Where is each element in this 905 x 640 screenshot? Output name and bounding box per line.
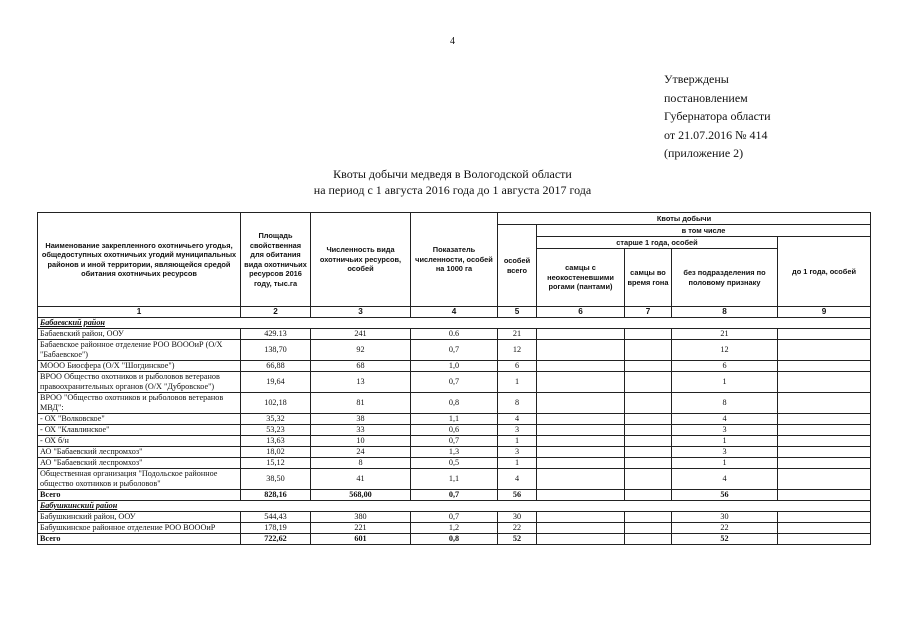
- table-row: [38, 361, 871, 372]
- total-label: Всего: [38, 490, 241, 501]
- column-number: 1: [38, 307, 241, 318]
- cell-q5: 3: [498, 447, 537, 458]
- total-pop: 568,00: [311, 490, 411, 501]
- cell-area: 35,32: [241, 414, 311, 425]
- cell-name: Бабушкинский район, ООУ: [38, 512, 241, 523]
- section-header-row: [38, 318, 871, 329]
- total-empty: [778, 534, 871, 545]
- page-number: 4: [450, 36, 455, 47]
- cell-name: Бабушкинское районное отделение РОО ВОООиР: [38, 523, 241, 534]
- section-header-row: [38, 501, 871, 512]
- total-q8: 56: [672, 490, 778, 501]
- column-number: 2: [241, 307, 311, 318]
- column-number: 4: [411, 307, 498, 318]
- cell-q8: 1: [672, 436, 778, 447]
- cell-q6: [537, 436, 625, 447]
- cell-density: 1,3: [411, 447, 498, 458]
- total-row: [38, 490, 871, 501]
- cell-q9: [778, 512, 871, 523]
- cell-pop: 10: [311, 436, 411, 447]
- approval-line: от 21.07.2016 № 414: [664, 127, 768, 142]
- column-number: 5: [498, 307, 537, 318]
- section-name: Бабушкинский район: [38, 501, 871, 512]
- approval-line: Утверждены: [664, 72, 729, 86]
- table-row: [38, 425, 871, 436]
- cell-q8: 3: [672, 425, 778, 436]
- cell-q6: [537, 512, 625, 523]
- cell-area: 178,19: [241, 523, 311, 534]
- total-q5: 56: [498, 490, 537, 501]
- cell-q7: [625, 523, 672, 534]
- cell-q5: 30: [498, 512, 537, 523]
- cell-q9: [778, 447, 871, 458]
- header-young: до 1 года, особей: [778, 237, 871, 307]
- approval-line: (приложение 2): [664, 146, 744, 160]
- cell-density: 0,7: [411, 340, 498, 361]
- cell-q8: 1: [672, 372, 778, 393]
- cell-q5: 12: [498, 340, 537, 361]
- cell-q9: [778, 340, 871, 361]
- cell-q6: [537, 469, 625, 490]
- cell-q6: [537, 414, 625, 425]
- cell-q5: 22: [498, 523, 537, 534]
- header-area: Площадь свойственная для обитания вида охотничьих ресурсов 2016 году, тыс.га: [241, 213, 311, 307]
- cell-q6: [537, 425, 625, 436]
- header-rut: самцы во время гона: [625, 249, 672, 307]
- table-row: [38, 523, 871, 534]
- cell-q9: [778, 372, 871, 393]
- total-empty: [537, 490, 625, 501]
- cell-area: 18,02: [241, 447, 311, 458]
- total-empty: [625, 534, 672, 545]
- cell-q5: 1: [498, 372, 537, 393]
- total-area: 828,16: [241, 490, 311, 501]
- cell-name: АО "Бабаевский леспромхоз": [38, 458, 241, 469]
- cell-name: Общественная организация "Подольское районное общество охотников и рыболовов": [38, 469, 241, 490]
- cell-q6: [537, 329, 625, 340]
- cell-q9: [778, 458, 871, 469]
- cell-pop: 8: [311, 458, 411, 469]
- column-number: 3: [311, 307, 411, 318]
- cell-area: 66,88: [241, 361, 311, 372]
- cell-q6: [537, 458, 625, 469]
- cell-q7: [625, 414, 672, 425]
- cell-pop: 24: [311, 447, 411, 458]
- cell-q6: [537, 372, 625, 393]
- cell-pop: 13: [311, 372, 411, 393]
- approval-line: Губернатора области: [664, 109, 771, 123]
- cell-q7: [625, 436, 672, 447]
- cell-q6: [537, 340, 625, 361]
- table-body: [38, 307, 871, 545]
- cell-q8: 12: [672, 340, 778, 361]
- cell-q6: [537, 447, 625, 458]
- document-title: [0, 166, 905, 198]
- cell-density: 0,8: [411, 393, 498, 414]
- cell-q7: [625, 447, 672, 458]
- header-including: в том числе: [537, 225, 871, 237]
- cell-q8: 4: [672, 469, 778, 490]
- cell-q9: [778, 414, 871, 425]
- approval-line: постановлением: [664, 90, 748, 105]
- cell-q6: [537, 523, 625, 534]
- cell-q5: 4: [498, 469, 537, 490]
- header-total: особей всего: [498, 225, 537, 307]
- cell-name: Бабаевское районное отделение РОО ВОООиР (О/Х "Бабаевское"): [38, 340, 241, 361]
- cell-q8: 4: [672, 414, 778, 425]
- cell-q5: 4: [498, 414, 537, 425]
- quota-table: [37, 212, 871, 545]
- total-q8: 52: [672, 534, 778, 545]
- header-quotas: Квоты добычи: [498, 213, 871, 225]
- table-row: [38, 329, 871, 340]
- cell-density: 1,0: [411, 361, 498, 372]
- cell-pop: 81: [311, 393, 411, 414]
- cell-q9: [778, 523, 871, 534]
- cell-area: 102,18: [241, 393, 311, 414]
- cell-q9: [778, 329, 871, 340]
- cell-density: 0,5: [411, 458, 498, 469]
- cell-area: 138,70: [241, 340, 311, 361]
- cell-q5: 3: [498, 425, 537, 436]
- cell-q7: [625, 458, 672, 469]
- cell-q8: 21: [672, 329, 778, 340]
- cell-q7: [625, 512, 672, 523]
- table-row: [38, 469, 871, 490]
- cell-name: Бабаевский район, ООУ: [38, 329, 241, 340]
- cell-q7: [625, 393, 672, 414]
- cell-area: 15,12: [241, 458, 311, 469]
- cell-name: МООО Биосфера (О/Х "Шогдинское"): [38, 361, 241, 372]
- section-name: Бабаевский район: [38, 318, 871, 329]
- cell-q5: 8: [498, 393, 537, 414]
- cell-density: 1,2: [411, 523, 498, 534]
- cell-q8: 3: [672, 447, 778, 458]
- column-number: 7: [625, 307, 672, 318]
- cell-density: 1,1: [411, 469, 498, 490]
- cell-q5: 1: [498, 436, 537, 447]
- cell-pop: 380: [311, 512, 411, 523]
- total-density: 0,8: [411, 534, 498, 545]
- cell-area: 544,43: [241, 512, 311, 523]
- cell-q7: [625, 361, 672, 372]
- cell-q7: [625, 340, 672, 361]
- cell-q8: 6: [672, 361, 778, 372]
- column-number: 6: [537, 307, 625, 318]
- total-empty: [778, 490, 871, 501]
- cell-pop: 221: [311, 523, 411, 534]
- cell-density: 0,6: [411, 425, 498, 436]
- cell-pop: 92: [311, 340, 411, 361]
- total-pop: 601: [311, 534, 411, 545]
- cell-q5: 1: [498, 458, 537, 469]
- cell-area: 53,23: [241, 425, 311, 436]
- table-row: [38, 340, 871, 361]
- cell-name: ВРОО "Общество охотников и рыболовов ветеранов МВД":: [38, 393, 241, 414]
- cell-q8: 1: [672, 458, 778, 469]
- cell-density: 0,7: [411, 372, 498, 393]
- cell-q7: [625, 469, 672, 490]
- cell-q8: 30: [672, 512, 778, 523]
- cell-name: АО "Бабаевский леспромхоз": [38, 447, 241, 458]
- total-area: 722,62: [241, 534, 311, 545]
- table-row: [38, 458, 871, 469]
- cell-density: 0.6: [411, 329, 498, 340]
- cell-pop: 241: [311, 329, 411, 340]
- header-antler: самцы с неокостеневшими рогами (пантами): [537, 249, 625, 307]
- column-number: 8: [672, 307, 778, 318]
- cell-pop: 41: [311, 469, 411, 490]
- cell-pop: 33: [311, 425, 411, 436]
- total-density: 0,7: [411, 490, 498, 501]
- header-name: Наименование закрепленного охотничьего угодья, общедоступных охотничьих угодий муниципальных районов и иной территории, являющейся средой обитания охотничьих ресурсов: [38, 213, 241, 307]
- cell-area: 19,64: [241, 372, 311, 393]
- header-density: Показатель численности, особей на 1000 га: [411, 213, 498, 307]
- cell-name: - ОХ б/н: [38, 436, 241, 447]
- cell-q8: 22: [672, 523, 778, 534]
- cell-density: 1,1: [411, 414, 498, 425]
- table-row: [38, 414, 871, 425]
- total-label: Всего: [38, 534, 241, 545]
- table-row: [38, 393, 871, 414]
- column-numbers-row: [38, 307, 871, 318]
- header-nosex: без подразделения по половому признаку: [672, 249, 778, 307]
- cell-q9: [778, 425, 871, 436]
- title-line-2: на период с 1 августа 2016 года до 1 августа 2017 года: [313, 183, 592, 197]
- cell-name: ВРОО Общество охотников и рыболовов ветеранов правоохранительных органов (О/Х "Дубровское"): [38, 372, 241, 393]
- cell-q5: 21: [498, 329, 537, 340]
- total-empty: [537, 534, 625, 545]
- total-empty: [625, 490, 672, 501]
- cell-q7: [625, 329, 672, 340]
- table-row: [38, 447, 871, 458]
- cell-q8: 8: [672, 393, 778, 414]
- cell-pop: 38: [311, 414, 411, 425]
- title-line-1: Квоты добычи медведя в Вологодской области: [333, 167, 572, 181]
- table-row: [38, 436, 871, 447]
- cell-q9: [778, 469, 871, 490]
- cell-q5: 6: [498, 361, 537, 372]
- cell-q7: [625, 425, 672, 436]
- cell-q9: [778, 436, 871, 447]
- cell-q6: [537, 361, 625, 372]
- total-q5: 52: [498, 534, 537, 545]
- total-row: [38, 534, 871, 545]
- cell-q7: [625, 372, 672, 393]
- table-row: [38, 512, 871, 523]
- cell-q9: [778, 393, 871, 414]
- cell-area: 429.13: [241, 329, 311, 340]
- cell-name: - ОХ "Клавлинское": [38, 425, 241, 436]
- cell-density: 0,7: [411, 436, 498, 447]
- approval-block: [664, 70, 771, 163]
- cell-area: 38,50: [241, 469, 311, 490]
- cell-name: - ОХ "Волковское": [38, 414, 241, 425]
- cell-q9: [778, 361, 871, 372]
- header-population: Численность вида охотничьих ресурсов, особей: [311, 213, 411, 307]
- header-older: старше 1 года, особей: [537, 237, 778, 249]
- column-number: 9: [778, 307, 871, 318]
- cell-density: 0,7: [411, 512, 498, 523]
- cell-area: 13,63: [241, 436, 311, 447]
- cell-pop: 68: [311, 361, 411, 372]
- cell-q6: [537, 393, 625, 414]
- table-row: [38, 372, 871, 393]
